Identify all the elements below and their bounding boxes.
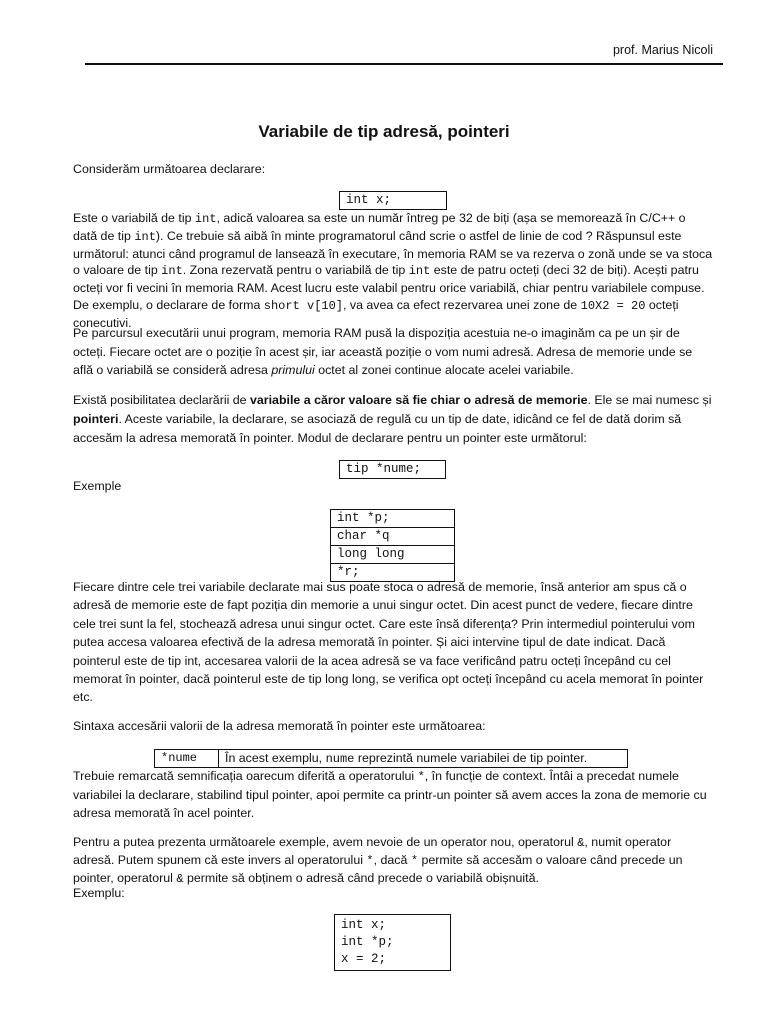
- inline-code: nume: [325, 752, 355, 766]
- inline-code: int: [161, 264, 183, 279]
- paragraph-pointers: Există posibilitatea declarării de variabile a căror valoare să fie chiar o adresă de memorie. Ele se mai numesc și pointeri. Aceste variabile, la declarare, se asociază de regulă cu un tip de date, idicând ce fel de dată dorim să accesăm la adresa memorată în pointer. Modul de declarare pentru un pointer este următorul:: [73, 393, 712, 445]
- paragraph-variable-explanation: Este o variabilă de tip int, adică valoarea sa este un număr întreg pe 32 de biți (așa se memorează în C/C++ o dată de tip int). Ce trebuie să aibă în minte programatorul când scrie o astfel de linie de cod ? Răspunsul este următorul: atunci când programul de lansează în executare, în memoria RAM se va rezerva o zonă unde se va stoca o valoare de tip int. Zona rezervată pentru o variabilă de tip int este de patru octeți (deci 32 de biți). Acești patru octeți vor fi vecini în memoria RAM. Acest lucru este valabil pentru orice variabilă, chiar pentru variabilele compuse. De exemplu, o declarare de forma short v[10], va avea ca efect rezervarea unei zone de 10X2 = 20 octeți conecutivi.: [73, 211, 713, 330]
- paragraph-operator-address: Pentru a putea prezenta următoarele exemple, avem nevoie de un operator nou, operatorul &, numit operator adresă. Putem spunem că este invers al operatorului *, dacă * permite să accesăm o valoare când precede un pointer, operatorul & permite să obținem o adresă când precede o variabilă obișnuită.: [73, 835, 683, 886]
- code-line: int *p;: [331, 510, 454, 528]
- inline-code: *: [417, 770, 425, 784]
- code-line: char *q: [331, 528, 454, 546]
- bold-text: variabile a căror valoare să fie chiar o adresă de memorie: [250, 393, 588, 407]
- code-line: long long: [331, 546, 454, 564]
- inline-code: *: [410, 854, 419, 868]
- inline-code: 10X2 = 20: [580, 298, 646, 313]
- intro-paragraph: Considerăm următoarea declarare:: [73, 162, 266, 176]
- syntax-description-cell: În acest exemplu, nume reprezintă numele variabilei de tip pointer.: [225, 751, 588, 766]
- code-box-declaration: [339, 191, 447, 210]
- example-label: Exemplu:: [73, 886, 125, 900]
- paragraph-memory-address: Pe parcursul executării unui program, memoria RAM pusă la dispoziția acestuia ne-o imaginăm ca pe un șir de octeți. Fiecare octet are o poziție în acest șir, iar această poziție o vom numi adresă. Adresa de memorie unde se află o variabilă se consideră adresa primului octet al zonei continue alocate acelei variabile.: [73, 326, 693, 377]
- examples-label: Exemple: [73, 479, 122, 493]
- inline-code: int: [134, 229, 156, 244]
- syntax-table: [154, 749, 628, 768]
- code-line: x = 2;: [341, 952, 387, 966]
- header-author: prof. Marius Nicoli: [612, 43, 713, 57]
- code-box-pointer-syntax: [339, 460, 446, 479]
- inline-code: int: [408, 264, 431, 279]
- inline-code: &: [176, 872, 184, 886]
- paragraph-operator-star: Trebuie remarcată semnificația oarecum diferită a operatorului *, în funcție de context. Întâi a precedat numele variabilei la declarare, stabilind tipul pointer, apoi permite ca printr-un pointer să avem acces la zona de memorie cu adresa memorată în acel pointer.: [73, 769, 707, 820]
- syntax-code-cell: *nume: [155, 750, 219, 767]
- code-line: int x;: [346, 193, 392, 207]
- code-line: *r;: [337, 565, 360, 579]
- paragraph-access-syntax: Sintaxa accesării valorii de la adresa memorată în pointer este următoarea:: [73, 719, 486, 733]
- inline-code: &: [577, 836, 585, 850]
- paragraph-pointer-types: Fiecare dintre cele trei variabile declarate mai sus poate stoca o adresă de memorie, însă anterior am spus că o adresă de memorie este de fapt poziția din memorie a unui singur octet. Din acest punct de vedere, fiecare dintre cele trei sunt la fel, stochează adresa unui singur octet. Care este însă diferența? Prin intermediul pointerului vom putea accesa valoarea efectivă de la adresa memorată în pointer. Și aici intervine tipul de date indicat. Dacă pointerul este de tip int, accesarea valorii de la acea adresă se va face verificând patru octeți începând cu cel memorat în pointer, dacă pointerul este de tip long long, se verifica opt octeți începând cu acela memorat în pointer etc.: [73, 580, 704, 705]
- code-line: int *p;: [341, 935, 394, 949]
- code-line: tip *nume;: [346, 462, 422, 476]
- inline-code: *: [366, 854, 374, 868]
- code-box-examples: [330, 509, 455, 582]
- inline-code: short v[10]: [263, 298, 343, 313]
- code-box-example-address: [334, 914, 451, 971]
- bold-text: pointeri: [73, 412, 119, 426]
- inline-code: int: [194, 212, 217, 226]
- emphasis-text: primului: [271, 363, 315, 377]
- code-line: int x;: [341, 918, 387, 932]
- page-title: Variabile de tip adresă, pointeri: [258, 122, 510, 141]
- header-divider: [85, 63, 723, 65]
